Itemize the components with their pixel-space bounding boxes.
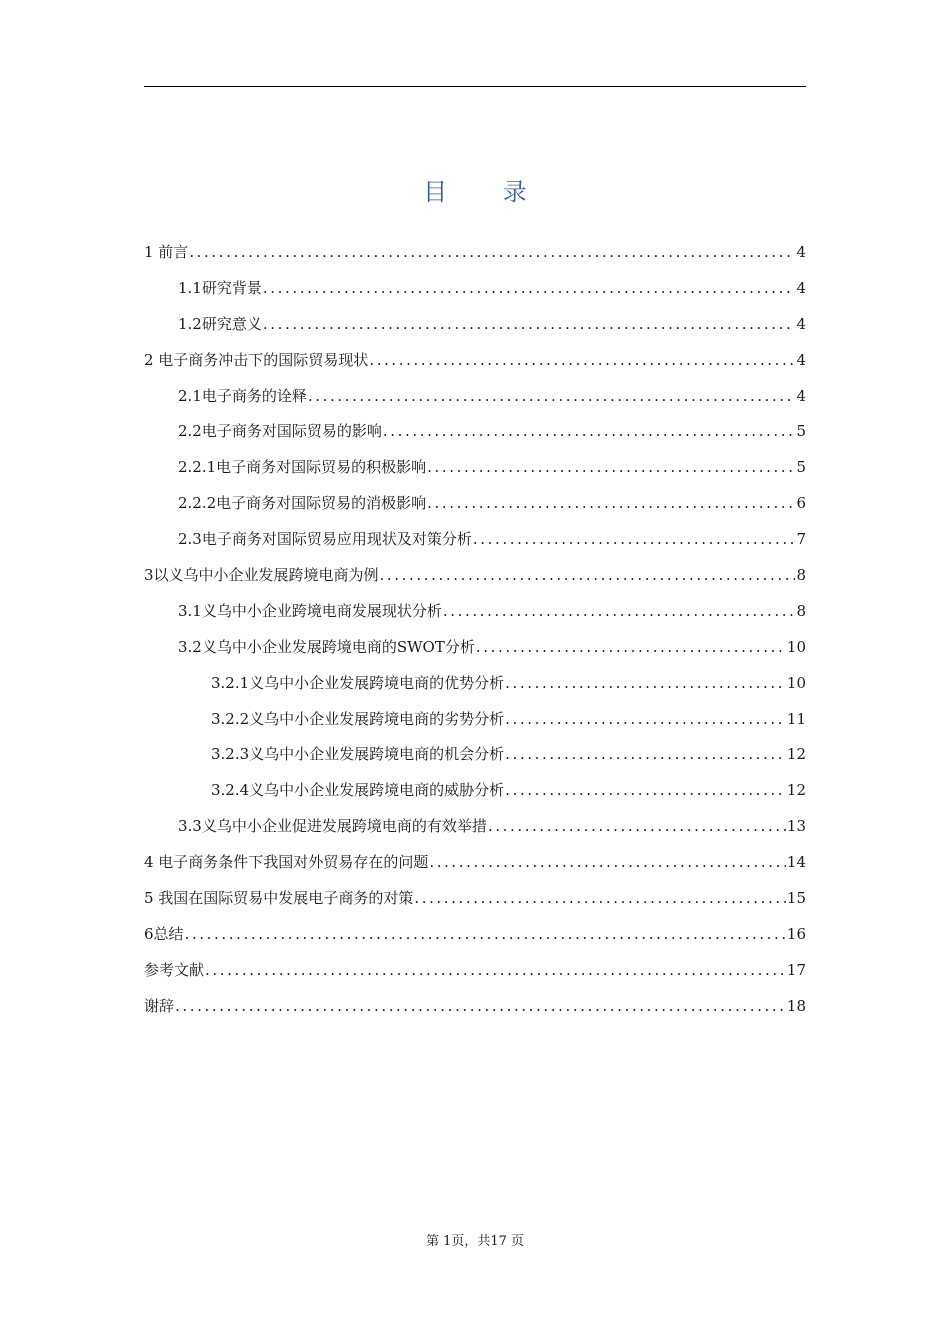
toc-entry-page-number: 12 — [786, 745, 806, 764]
toc-entry-label: 3.2.4义乌中小企业发展跨境电商的威胁分析 — [211, 781, 505, 800]
toc-entry-label: 2.2.1电子商务对国际贸易的积极影响 — [178, 458, 427, 477]
toc-entry-label: 3.2.3义乌中小企业发展跨境电商的机会分析 — [211, 745, 505, 764]
toc-entry-page-number: 4 — [796, 350, 806, 369]
toc-dot-leader — [427, 455, 795, 479]
toc-entry[interactable] — [144, 312, 806, 348]
toc-entry[interactable] — [144, 599, 806, 635]
toc-entry-page-number: 7 — [796, 530, 806, 549]
toc-entry-label: 3.2义乌中小企业发展跨境电商的SWOT分析 — [178, 637, 475, 656]
toc-dot-leader — [369, 348, 795, 372]
toc-entry[interactable] — [144, 455, 806, 491]
toc-dot-leader — [429, 850, 786, 874]
toc-entry-page-number: 16 — [786, 924, 806, 943]
toc-entry-page-number: 4 — [796, 243, 806, 261]
toc-entry[interactable] — [144, 707, 806, 743]
toc-entry-label: 2 电子商务冲击下的国际贸易现状 — [144, 350, 369, 369]
toc-entry-page-number: 10 — [786, 673, 806, 692]
toc-entry-label: 3.2.2义乌中小企业发展跨境电商的劣势分析 — [211, 709, 505, 728]
toc-entry-label: 2.2电子商务对国际贸易的影响 — [178, 422, 382, 441]
toc-entry-page-number: 5 — [796, 422, 806, 441]
toc-entry-label: 5 我国在国际贸易中发展电子商务的对策 — [144, 889, 414, 908]
toc-entry[interactable] — [144, 240, 806, 276]
toc-dot-leader — [383, 419, 796, 443]
toc-title: 目 录 — [423, 178, 551, 206]
toc-entry-page-number: 8 — [796, 566, 806, 585]
toc-entry[interactable] — [144, 958, 806, 994]
toc-entry[interactable] — [144, 635, 806, 671]
toc-entry-page-number: 4 — [796, 278, 806, 297]
toc-entry[interactable] — [144, 419, 806, 455]
toc-entry[interactable] — [144, 276, 806, 312]
toc-list — [144, 240, 806, 1030]
toc-entry-label: 1 前言 — [144, 243, 189, 261]
toc-entry[interactable] — [144, 742, 806, 778]
toc-dot-leader — [488, 814, 786, 838]
toc-entry[interactable] — [144, 384, 806, 420]
toc-dot-leader — [263, 312, 796, 336]
toc-entry[interactable] — [144, 994, 806, 1030]
toc-dot-leader — [505, 778, 786, 802]
toc-entry-page-number: 8 — [796, 601, 806, 620]
toc-entry-page-number: 17 — [786, 960, 806, 979]
toc-entry[interactable] — [144, 563, 806, 599]
toc-entry-label: 4 电子商务条件下我国对外贸易存在的问题 — [144, 853, 429, 872]
toc-dot-leader — [263, 276, 796, 300]
page-footer: 第 1页，共17 页 — [425, 1234, 525, 1249]
toc-dot-leader — [505, 707, 786, 731]
toc-dot-leader — [175, 994, 786, 1018]
toc-entry-label: 3.3义乌中小企业促进发展跨境电商的有效举措 — [178, 817, 487, 836]
toc-entry-page-number: 12 — [786, 781, 806, 800]
toc-dot-leader — [205, 958, 786, 982]
toc-entry-label: 2.3电子商务对国际贸易应用现状及对策分析 — [178, 530, 472, 549]
toc-dot-leader — [414, 886, 786, 910]
toc-dot-leader — [443, 599, 796, 623]
toc-entry[interactable] — [144, 850, 806, 886]
toc-entry-label: 3.2.1义乌中小企业发展跨境电商的优势分析 — [211, 673, 505, 692]
toc-entry-page-number: 10 — [786, 637, 806, 656]
toc-entry-label: 6总结 — [144, 924, 184, 943]
toc-entry[interactable] — [144, 671, 806, 707]
toc-entry[interactable] — [144, 922, 806, 958]
toc-entry-label: 3.1义乌中小企业跨境电商发展现状分析 — [178, 601, 442, 620]
toc-dot-leader — [505, 671, 786, 695]
toc-entry-label: 2.2.2电子商务对国际贸易的消极影响 — [178, 494, 427, 513]
toc-entry-label: 2.1电子商务的诠释 — [178, 386, 307, 405]
toc-dot-leader — [427, 491, 795, 515]
toc-entry-label: 参考文献 — [144, 960, 205, 979]
toc-entry-page-number: 4 — [796, 314, 806, 333]
toc-entry[interactable] — [144, 491, 806, 527]
toc-dot-leader — [308, 384, 796, 408]
toc-entry-label: 1.2研究意义 — [178, 314, 262, 333]
toc-entry-page-number: 6 — [796, 494, 806, 513]
toc-dot-leader — [185, 922, 786, 946]
toc-entry[interactable] — [144, 886, 806, 922]
toc-dot-leader — [476, 635, 786, 659]
toc-entry-page-number: 5 — [796, 458, 806, 477]
toc-entry-page-number: 13 — [786, 817, 806, 836]
toc-entry-label: 3以义乌中小企业发展跨境电商为例 — [144, 566, 379, 585]
toc-dot-leader — [380, 563, 796, 587]
toc-dot-leader — [189, 240, 795, 264]
toc-entry-page-number: 18 — [786, 996, 806, 1015]
toc-entry[interactable] — [144, 778, 806, 814]
toc-entry-page-number: 4 — [796, 386, 806, 405]
toc-entry[interactable] — [144, 527, 806, 563]
toc-entry[interactable] — [144, 814, 806, 850]
toc-dot-leader — [473, 527, 796, 551]
toc-entry-label: 谢辞 — [144, 996, 175, 1015]
toc-entry-page-number: 11 — [786, 709, 806, 728]
toc-entry-page-number: 14 — [786, 853, 806, 872]
toc-entry-label: 1.1研究背景 — [178, 278, 262, 297]
toc-dot-leader — [505, 742, 786, 766]
toc-entry[interactable] — [144, 348, 806, 384]
header-rule — [144, 86, 806, 87]
toc-entry-page-number: 15 — [786, 889, 806, 908]
